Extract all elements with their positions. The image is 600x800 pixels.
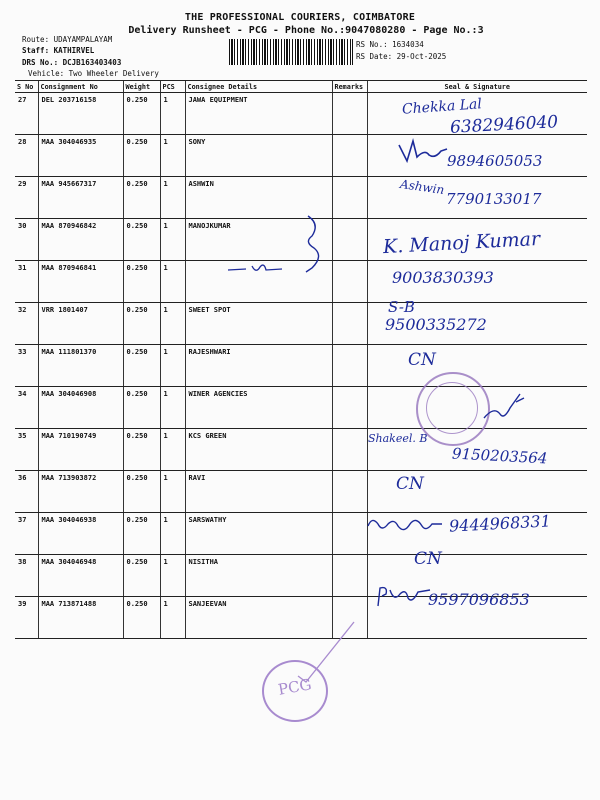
- cell-consignee: KCS GREEN: [185, 429, 332, 471]
- cn-note-row36: CN: [396, 474, 424, 494]
- cell-remarks: [332, 261, 367, 303]
- signature-row32: S-B: [388, 298, 415, 316]
- cell-consignment-no: MAA 304046938: [38, 513, 123, 555]
- signature-row35: Shakeel. B: [368, 432, 428, 445]
- cell-consignee: SWEET SPOT: [185, 303, 332, 345]
- cn-note-row38: CN: [414, 549, 442, 569]
- phone-row37: 9444968331: [448, 511, 552, 536]
- runsheet-subtitle: Delivery Runsheet - PCG - Phone No.:9047080280 - Page No.:3: [128, 25, 484, 36]
- cell-pcs: 1: [160, 429, 185, 471]
- cell-pcs: 1: [160, 135, 185, 177]
- cell-remarks: [332, 93, 367, 135]
- cell-pcs: 1: [160, 555, 185, 597]
- cell-remarks: [332, 555, 367, 597]
- cell-pcs: 1: [160, 261, 185, 303]
- col-signature-header: Seal & Signature: [367, 81, 587, 93]
- cell-sno: 36: [15, 471, 38, 513]
- cell-pcs: 1: [160, 219, 185, 261]
- cell-sno: 39: [15, 597, 38, 639]
- cell-weight: 0.250: [123, 429, 160, 471]
- cell-consignment-no: VRR 1801407: [38, 303, 123, 345]
- cell-pcs: 1: [160, 597, 185, 639]
- signature-row27: Chekka Lal: [401, 96, 483, 118]
- cell-sno: 28: [15, 135, 38, 177]
- cell-consignment-no: MAA 304046935: [38, 135, 123, 177]
- cell-remarks: [332, 387, 367, 429]
- company-title: THE PROFESSIONAL COURIERS, COIMBATORE: [184, 12, 416, 23]
- cell-sno: 33: [15, 345, 38, 387]
- phone-row39: 9597096853: [428, 590, 530, 609]
- rs-date: RS Date: 29-Oct-2025: [356, 52, 447, 61]
- cell-consignment-no: MAA 111801370: [38, 345, 123, 387]
- cell-weight: 0.250: [123, 177, 160, 219]
- cell-pcs: 1: [160, 177, 185, 219]
- cell-weight: 0.250: [123, 93, 160, 135]
- phone-row35: 9150203564: [451, 444, 548, 468]
- cell-consignee: SARSWATHY: [185, 513, 332, 555]
- col-pcs-header: PCS: [160, 81, 185, 93]
- cell-consignment-no: MAA 870946842: [38, 219, 123, 261]
- cell-weight: 0.250: [123, 135, 160, 177]
- col-consignee-header: Consignee Details: [185, 81, 332, 93]
- col-consignment-header: Consignment No: [38, 81, 123, 93]
- cell-consignee: SONY: [185, 135, 332, 177]
- cell-pcs: 1: [160, 471, 185, 513]
- cell-consignee: RAVI: [185, 471, 332, 513]
- cell-weight: 0.250: [123, 261, 160, 303]
- cell-remarks: [332, 513, 367, 555]
- cell-sno: 34: [15, 387, 38, 429]
- col-remarks-header: Remarks: [332, 81, 367, 93]
- cell-consignee: SANJEEVAN: [185, 597, 332, 639]
- cell-sno: 32: [15, 303, 38, 345]
- phone-row28: 9894605053: [447, 152, 543, 170]
- cell-consignment-no: MAA 713871488: [38, 597, 123, 639]
- cell-consignment-no: MAA 945667317: [38, 177, 123, 219]
- cell-consignment-no: MAA 713903872: [38, 471, 123, 513]
- staff-label: Staff: KATHIRVEL: [22, 46, 95, 55]
- cell-sno: 27: [15, 93, 38, 135]
- cell-remarks: [332, 471, 367, 513]
- rs-number: RS No.: 1634034: [356, 40, 424, 49]
- company-seal-inner: [426, 382, 478, 434]
- cell-pcs: 1: [160, 387, 185, 429]
- cell-consignee: MANOJKUMAR: [185, 219, 332, 261]
- cell-weight: 0.250: [123, 303, 160, 345]
- vehicle-label: Vehicle: Two Wheeler Delivery: [28, 69, 159, 78]
- signature-row29: Ashwin: [399, 176, 446, 198]
- cell-sno: 35: [15, 429, 38, 471]
- cell-weight: 0.250: [123, 471, 160, 513]
- remarks-scribble-row30: [220, 212, 330, 282]
- cell-consignee: NISITHA: [185, 555, 332, 597]
- barcode-image: [229, 39, 353, 65]
- cell-weight: 0.250: [123, 597, 160, 639]
- cell-remarks: [332, 345, 367, 387]
- phone-row32: 9500335272: [385, 315, 487, 334]
- cell-weight: 0.250: [123, 387, 160, 429]
- cell-consignment-no: MAA 710190749: [38, 429, 123, 471]
- cell-consignee: RAJESHWARI: [185, 345, 332, 387]
- cell-pcs: 1: [160, 513, 185, 555]
- table-row: [15, 471, 587, 513]
- signature-scribble-row34: [480, 388, 530, 428]
- cell-weight: 0.250: [123, 219, 160, 261]
- pcg-stamp-tick: [290, 618, 360, 688]
- phone-row31: 9003830393: [392, 268, 494, 287]
- cell-sno: 31: [15, 261, 38, 303]
- cell-sno: 29: [15, 177, 38, 219]
- cell-consignment-no: DEL 203716158: [38, 93, 123, 135]
- signature-scribble-row37: [364, 512, 448, 538]
- col-weight-header: Weight: [123, 81, 160, 93]
- cell-consignment-no: MAA 870946841: [38, 261, 123, 303]
- table-header-row: [15, 81, 587, 93]
- cell-weight: 0.250: [123, 345, 160, 387]
- cell-consignee: WINER AGENCIES: [185, 387, 332, 429]
- cell-consignment-no: MAA 304046908: [38, 387, 123, 429]
- cell-remarks: [332, 219, 367, 261]
- phone-row27: 6382946040: [449, 112, 559, 138]
- cell-remarks: [332, 177, 367, 219]
- cell-remarks: [332, 135, 367, 177]
- cell-remarks: [332, 429, 367, 471]
- signature-row30: K. Manoj Kumar: [382, 227, 541, 259]
- cell-sno: 38: [15, 555, 38, 597]
- cell-weight: 0.250: [123, 513, 160, 555]
- cell-weight: 0.250: [123, 555, 160, 597]
- cell-consignee: JAWA EQUIPMENT: [185, 93, 332, 135]
- cell-sno: 37: [15, 513, 38, 555]
- signature-scribble-row28: [395, 135, 455, 165]
- cell-pcs: 1: [160, 345, 185, 387]
- cell-remarks: [332, 303, 367, 345]
- col-sno-header: S No: [15, 81, 38, 93]
- phone-row29: 7790133017: [446, 190, 542, 208]
- drs-number: DRS No.: DCJB163403403: [22, 58, 122, 67]
- pcg-stamp-text: PCG: [276, 675, 313, 699]
- cell-sno: 30: [15, 219, 38, 261]
- cell-consignee: ASHWIN: [185, 177, 332, 219]
- cell-consignment-no: MAA 304046948: [38, 555, 123, 597]
- cn-note-row33: CN: [408, 350, 436, 370]
- signature-scribble-row39: [372, 582, 436, 612]
- cell-pcs: 1: [160, 93, 185, 135]
- route-label: Route: UDAYAMPALAYAM: [22, 35, 113, 44]
- table-row: [15, 303, 587, 345]
- table-row: [15, 345, 587, 387]
- cell-pcs: 1: [160, 303, 185, 345]
